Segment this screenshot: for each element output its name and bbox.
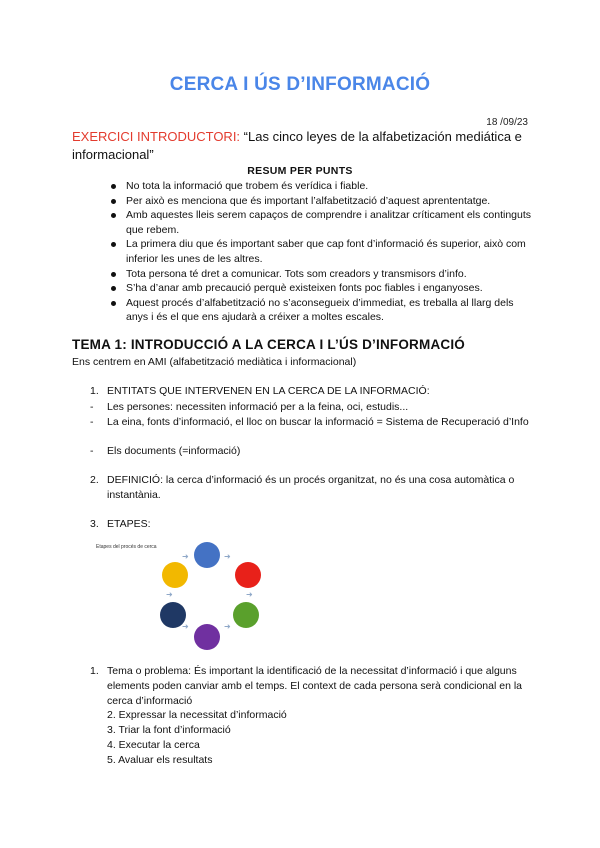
process-diagram (96, 540, 276, 670)
arrow-icon: ➜ (246, 590, 253, 599)
bullet-icon (111, 184, 116, 189)
list-item: S’ha d’anar amb precaució perquè existeixen fonts poc fiables i enganyoses. (72, 281, 532, 296)
bullet-icon (111, 242, 116, 247)
list-item: La primera diu que és important saber que cap font d’informació és superior, això com inferior les unes de les altres. (72, 237, 532, 266)
step-4: 4. Executar la cerca (107, 738, 200, 751)
arrow-icon: ➜ (224, 552, 231, 561)
numbered-item-3: 3. ETAPES: (90, 518, 151, 530)
intro-text: “Las cinco leyes de la alfabetización mediática e informacional” (72, 129, 522, 162)
section-heading: TEMA 1: INTRODUCCIÓ A LA CERCA I L’ÚS D’INFORMACIÓ (72, 337, 465, 352)
stage-circle-2 (235, 562, 261, 588)
intro-label: EXERCICI INTRODUCTORI: (72, 129, 241, 144)
section-subtitle: Ens centrem en AMI (alfabetització mediàtica i informacional) (72, 356, 357, 368)
numbered-item-1: 1. ENTITATS QUE INTERVENEN EN LA CERCA DE LA INFORMACIÓ: (90, 385, 430, 397)
stage-circle-3 (233, 602, 259, 628)
bullet-icon (111, 272, 116, 277)
bullet-icon (111, 213, 116, 218)
stage-circle-4 (194, 624, 220, 650)
intro-paragraph (72, 128, 532, 164)
step-1: Tema o problema: És important la identificació de la necessitat d’informació i que alguns elements poden canviar amb el temps. El context de cada persona serà condicional en la cerca d’informació (107, 665, 522, 707)
step-3: 3. Triar la font d’informació (107, 724, 231, 737)
dash-item: - La eina, fonts d’informació, el lloc on buscar la informació = Sistema de Recuperació d’Info (90, 416, 529, 428)
step-2: 2. Expressar la necessitat d’informació (107, 709, 287, 722)
arrow-icon: ➜ (166, 590, 173, 599)
list-item: Per això es menciona que és important l’alfabetització d’aquest aprententatge. (72, 194, 532, 209)
bullet-icon (111, 301, 116, 306)
list-item: Amb aquestes lleis serem capaços de comprendre i analitzar críticament els continguts que rebem. (72, 208, 532, 237)
stage-circle-6 (162, 562, 188, 588)
stage-circle-1 (194, 542, 220, 568)
summary-list (72, 179, 532, 325)
arrow-icon: ➜ (224, 622, 231, 631)
dash-item: - Les persones: necessiten informació per a la feina, oci, estudis... (90, 401, 409, 413)
dash-item: - Els documents (=informació) (90, 445, 241, 457)
numbered-item-2: 2. DEFINICIÓ: la cerca d’informació és un procés organitzat, no és una cosa automàtica o instantània. (90, 474, 515, 501)
page-title: CERCA I ÚS D’INFORMACIÓ (169, 74, 431, 95)
bullet-icon (111, 199, 116, 204)
arrow-icon: ➜ (182, 552, 189, 561)
list-item: No tota la informació que trobem és verídica i fiable. (72, 179, 532, 194)
date: 18 /09/23 (486, 117, 528, 128)
bullet-icon (111, 286, 116, 291)
list-item: Tota persona té dret a comunicar. Tots som creadors y transmisors d’info. (72, 267, 532, 282)
arrow-icon: ➜ (182, 622, 189, 631)
step-5: 5. Avaluar els resultats (107, 753, 213, 766)
list-item: Aquest procés d’alfabetització no s’aconsegueix d’immediat, es treballa al llarg dels anys i és el que ens ajudarà a créixer a moltes escales. (72, 296, 532, 325)
diagram-caption: Etapes del procés de cerca (96, 544, 157, 550)
resum-heading: RESUM PER PUNTS (247, 165, 353, 177)
steps-list: 1. Tema o problema: És important la identificació de la necessitat d’informació i que alguns elements poden canviar amb el temps. El context de cada persona serà condicional en la cerca d’informació 2. Expressar la necessitat d’informació 3. Triar la font d’informació 4. Executar la cerca 5. Avaluar els resultats (72, 664, 532, 768)
